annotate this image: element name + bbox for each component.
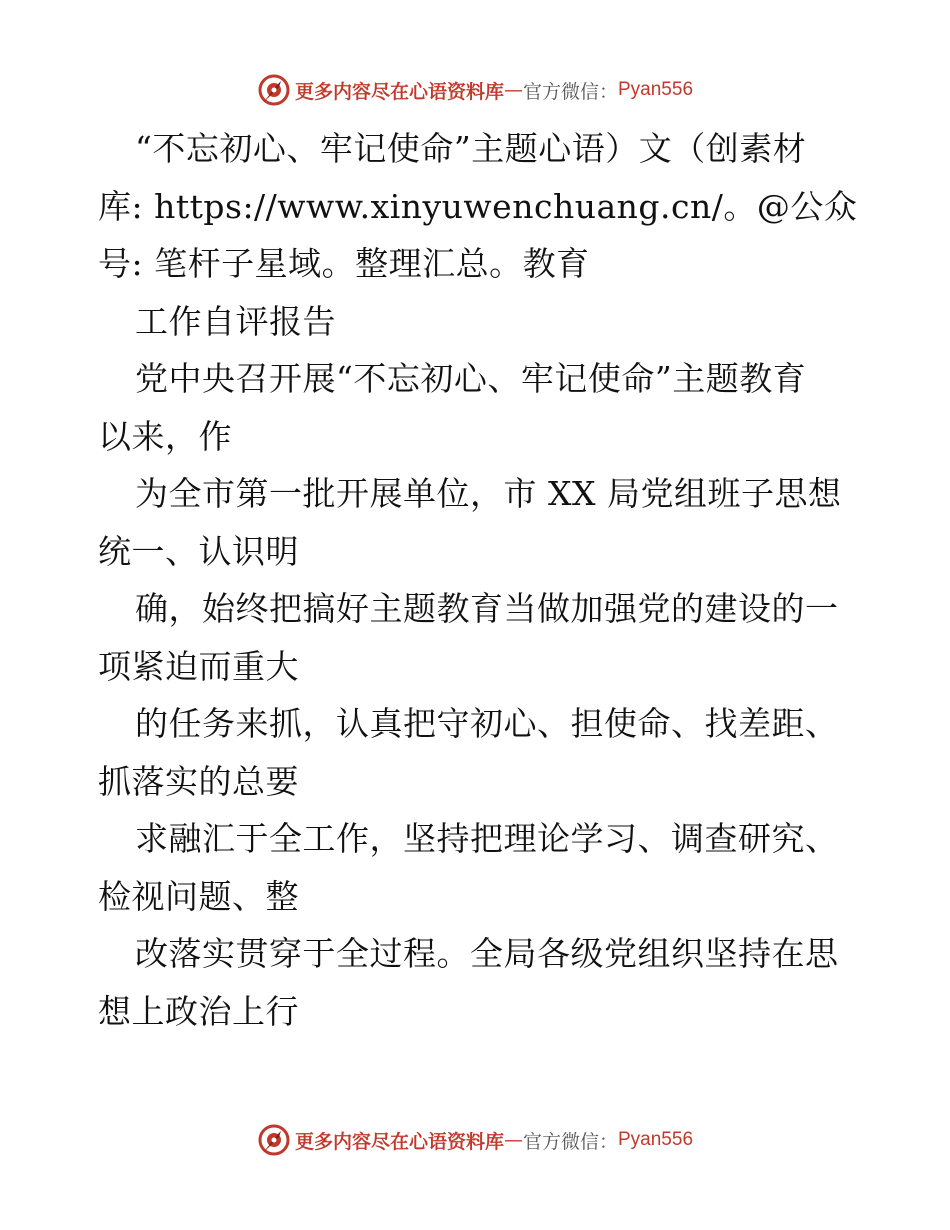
text-line: 为全市第一批开展单位，市 XX 局党组班子思想 <box>135 474 842 513</box>
banner-wechat-label: 官方微信： <box>522 1130 618 1153</box>
text-line: 以来，作 <box>98 416 232 456</box>
banner-brand-text: 更多内容尽在心语资料库 <box>294 80 504 103</box>
text-line: 确，始终把搞好主题教育当做加强党的建设的一 <box>135 589 839 628</box>
document-body <box>98 120 858 1040</box>
banner-wechat-handle: Pyan556 <box>618 79 694 100</box>
text-line: 想上政治上行 <box>98 991 299 1031</box>
banner-wechat-handle: Pyan556 <box>618 1129 694 1150</box>
banner-brand-text: 更多内容尽在心语资料库 <box>294 1130 504 1153</box>
banner-separator: — <box>503 79 523 101</box>
quill-pen-logo-icon <box>257 1123 291 1157</box>
text-line: 号: 笔杆子星域。整理汇总。教育 <box>98 244 590 283</box>
text-line: 求融汇于全工作，坚持把理论学习、调查研究、 <box>135 819 839 858</box>
banner-separator: — <box>503 1129 523 1151</box>
text-line: “不忘初心、牢记使命”主题心语）文（创素材 <box>135 129 807 168</box>
quill-pen-logo-icon <box>257 73 291 107</box>
text-line: 抓落实的总要 <box>98 761 299 801</box>
header-watermark-banner <box>0 70 950 110</box>
text-line: 改落实贯穿于全过程。全局各级党组织坚持在思 <box>135 934 839 973</box>
text-line: 统一、认识明 <box>98 531 299 571</box>
document-title: 工作自评报告 <box>135 301 336 341</box>
text-line: 项紧迫而重大 <box>98 646 299 686</box>
text-line: 的任务来抓，认真把守初心、担使命、找差距、 <box>135 704 839 743</box>
banner-wechat-label: 官方微信： <box>522 80 618 103</box>
footer-watermark-banner <box>0 1120 950 1160</box>
text-line: 检视问题、整 <box>98 876 299 916</box>
text-line: 党中央召开展“不忘初心、牢记使命”主题教育 <box>135 359 807 398</box>
text-line: 库: https://www.xinyuwenchuang.cn/。@公众 <box>98 186 858 226</box>
